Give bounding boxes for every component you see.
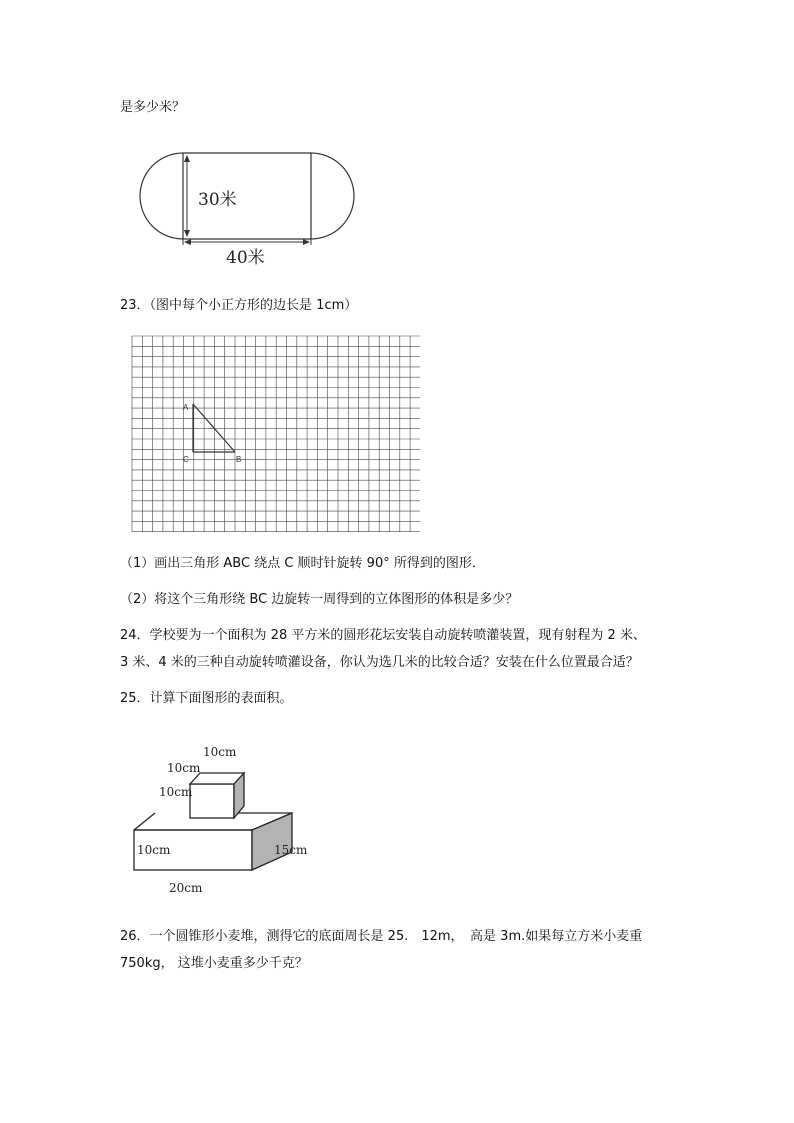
q22-tail-text: 是多少米？ [120,100,186,115]
q24-line1: 24．学校要为一个面积为 28 平方米的圆形花坛安装自动旋转喷灌装置，现有射程为 2 米、 [120,628,646,643]
point-b-label: B [236,455,242,464]
width-arrow-right-icon [303,239,310,245]
q22-track-figure [138,145,358,270]
box-top-edge-left [134,813,155,830]
box-side-face [252,813,292,870]
width-label: 40米 [226,248,265,268]
q25-title: 25．计算下面图形的表面积。 [120,691,293,706]
cube-height-label: 10cm [159,785,193,799]
box-depth-label: 15cm [274,843,308,857]
q26-line1: 26．一个圆锥形小麦堆，测得它的底面周长是 25. 12m， 高是 3m.如果每立方米小麦重 [120,929,643,944]
height-label: 30米 [198,190,237,210]
width-arrow-left-icon [184,239,191,245]
q23-grid-figure [130,334,420,534]
q23-part2: （2）将这个三角形绕 BC 边旋转一周得到的立体图形的体积是多少？ [120,592,519,607]
cube-depth-label: 10cm [167,761,201,775]
cube-front-face [190,784,234,818]
point-c-label: C [183,455,189,464]
track-outline [140,153,354,239]
q23-title: 23．（图中每个小正方形的边长是 1cm） [120,298,358,313]
q25-solid-figure [125,738,325,900]
q26-line2: 750kg， 这堆小麦重多少千克？ [120,956,308,971]
triangle-side-ab [193,404,235,452]
q23-part1: （1）画出三角形 ABC 绕点 C 顺时针旋转 90° 所得到的图形． [120,556,485,571]
box-length-label: 20cm [169,881,203,895]
point-a-label: A [183,403,189,412]
grid-lines [132,336,420,532]
box-height-label: 10cm [137,843,171,857]
cube-top-label: 10cm [203,745,237,759]
q24-line2: 3 米、4 米的三种自动旋转喷灌设备，你认为选几米的比较合适？安装在什么位置最合适？ [120,655,639,670]
height-arrow-up-icon [184,155,190,162]
height-arrow-down-icon [184,230,190,237]
